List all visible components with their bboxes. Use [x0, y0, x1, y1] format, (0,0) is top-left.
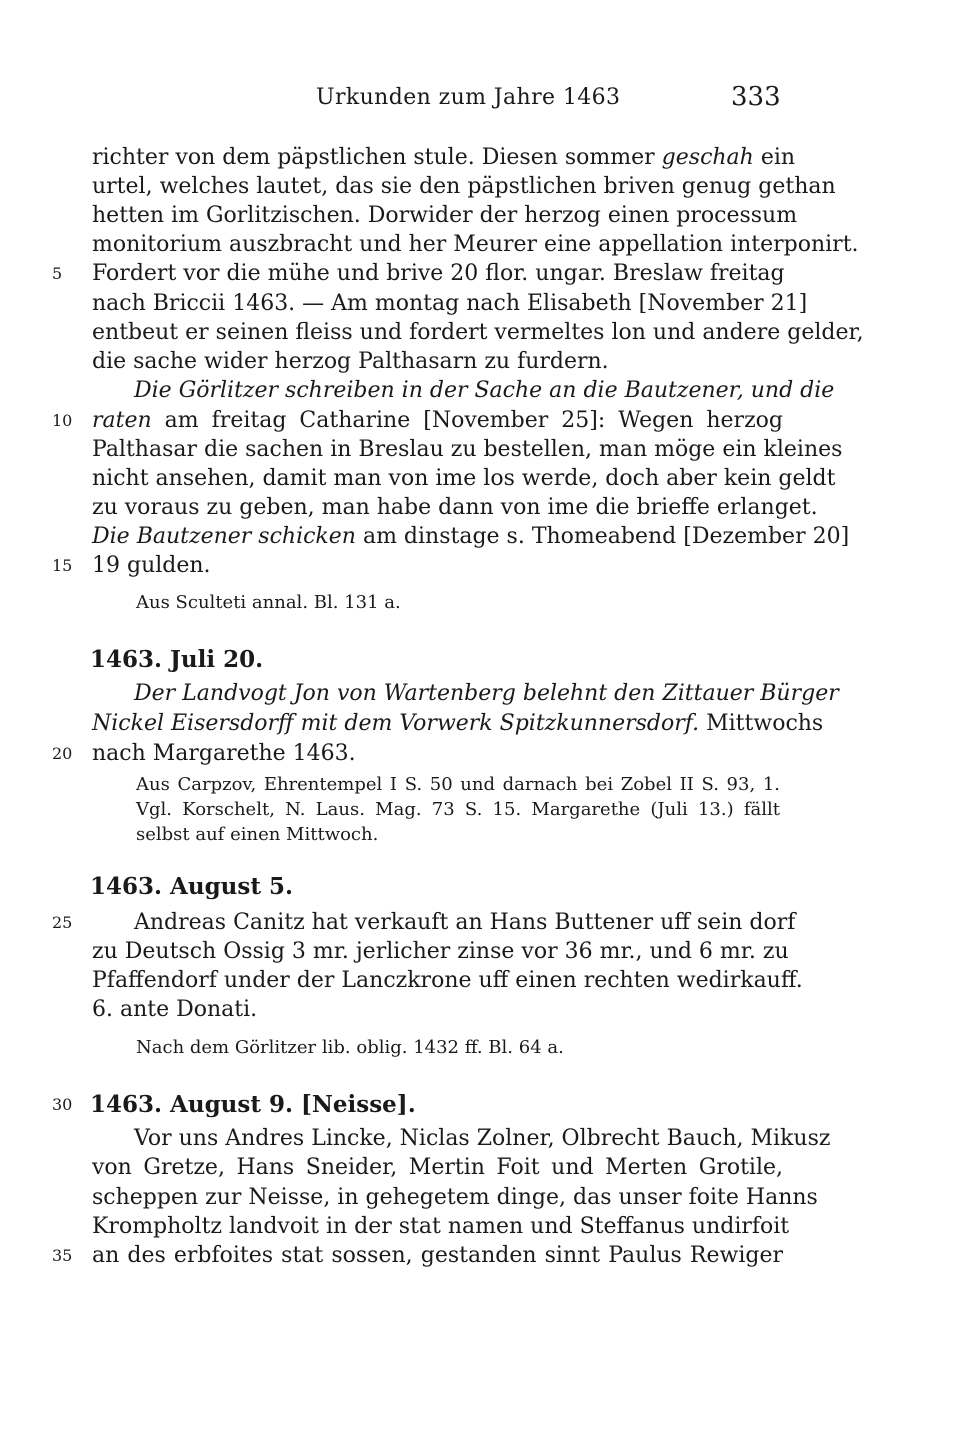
text-line: zu voraus zu geben, man habe dann von ime die brieffe erlanget.	[92, 495, 818, 520]
text-line: Die Görlitzer schreiben in der Sache an die Bautzener, und die	[134, 378, 835, 403]
source-note: Nach dem Görlitzer lib. oblig. 1432 ff. Bl. 64 a.	[136, 1037, 564, 1058]
text-line: nicht ansehen, damit man von ime los werde, doch aber kein geldt	[92, 466, 836, 491]
text-line: scheppen zur Neisse, in gehegetem dinge, das unser foite Hanns	[92, 1185, 818, 1210]
text-line: Krompholtz landvoit in der stat namen und Steffanus undirfoit	[92, 1214, 790, 1239]
text-line: an des erbfoites stat sossen, gestanden sinnt Paulus Rewiger	[92, 1243, 783, 1268]
summary-line: Nickel Eisersdorff mit dem Vorwerk Spitzkunnersdorf. Mittwochs	[92, 711, 824, 736]
text-line: urtel, welches lautet, das sie den päpstlichen briven genug gethan	[92, 174, 836, 199]
text-line: nach Briccii 1463. — Am montag nach Elisabeth [November 21]	[92, 291, 808, 316]
line-number: 5	[52, 264, 63, 283]
text-line: von Gretze, Hans Sneider, Mertin Foit und Merten Grotile,	[92, 1155, 783, 1180]
source-note: Aus Carpzov, Ehrentempel I S. 50 und darnach bei Zobel II S. 93, 1.	[136, 774, 780, 795]
line-number: 10	[52, 411, 73, 430]
text-line: Andreas Canitz hat verkauft an Hans Buttener uff sein dorf	[134, 910, 796, 935]
entry-date: 1463. August 5.	[90, 873, 293, 900]
source-note: selbst auf einen Mittwoch.	[136, 824, 379, 845]
text-line: 6. ante Donati.	[92, 997, 258, 1022]
text-line: Palthasar die sachen in Breslau zu bestellen, man möge ein kleines	[92, 437, 843, 462]
text-line: Vor uns Andres Lincke, Niclas Zolner, Olbrecht Bauch, Mikusz	[134, 1126, 831, 1151]
text-line: hetten im Gorlitzischen. Dorwider der herzog einen processum	[92, 203, 798, 228]
entry-date: 1463. August 9. [Neisse].	[90, 1091, 416, 1118]
text-line: zu Deutsch Ossig 3 mr. jerlicher zinse vor 36 mr., und 6 mr. zu	[92, 939, 789, 964]
line-number: 20	[52, 744, 73, 763]
text-line: Fordert vor die mühe und brive 20 flor. ungar. Breslaw freitag	[92, 261, 785, 286]
text-line: die sache wider herzog Palthasarn zu furdern.	[92, 349, 609, 374]
line-number: 30	[52, 1095, 73, 1114]
line-number: 15	[52, 556, 73, 575]
line-number: 25	[52, 913, 73, 932]
running-title: Urkunden zum Jahre 1463	[316, 85, 621, 110]
source-note: Aus Sculteti annal. Bl. 131 a.	[136, 592, 401, 613]
page-number: 333	[731, 82, 781, 112]
summary-line: Der Landvogt Jon von Wartenberg belehnt den Zittauer Bürger	[134, 681, 839, 706]
text-line: Pfaffendorf under der Lanczkrone uff einen rechten wedirkauff.	[92, 968, 803, 993]
line-number: 35	[52, 1246, 73, 1265]
text-line: 19 gulden.	[92, 553, 211, 578]
text-line: monitorium auszbracht und her Meurer eine appellation interponirt.	[92, 232, 859, 257]
text-line: richter von dem päpstlichen stule. Diesen sommer geschah ein	[92, 145, 796, 170]
text-line: entbeut er seinen fleiss und fordert vermeltes lon und andere gelder,	[92, 320, 864, 345]
text-line: nach Margarethe 1463.	[92, 741, 356, 766]
text-line: raten am freitag Catharine [November 25]: Wegen herzog	[92, 408, 783, 433]
text-line: Die Bautzener schicken am dinstage s. Thomeabend [Dezember 20]	[92, 524, 850, 549]
entry-date: 1463. Juli 20.	[90, 646, 264, 673]
source-note: Vgl. Korschelt, N. Laus. Mag. 73 S. 15. Margarethe (Juli 13.) fällt	[136, 799, 780, 820]
running-header	[0, 82, 960, 116]
